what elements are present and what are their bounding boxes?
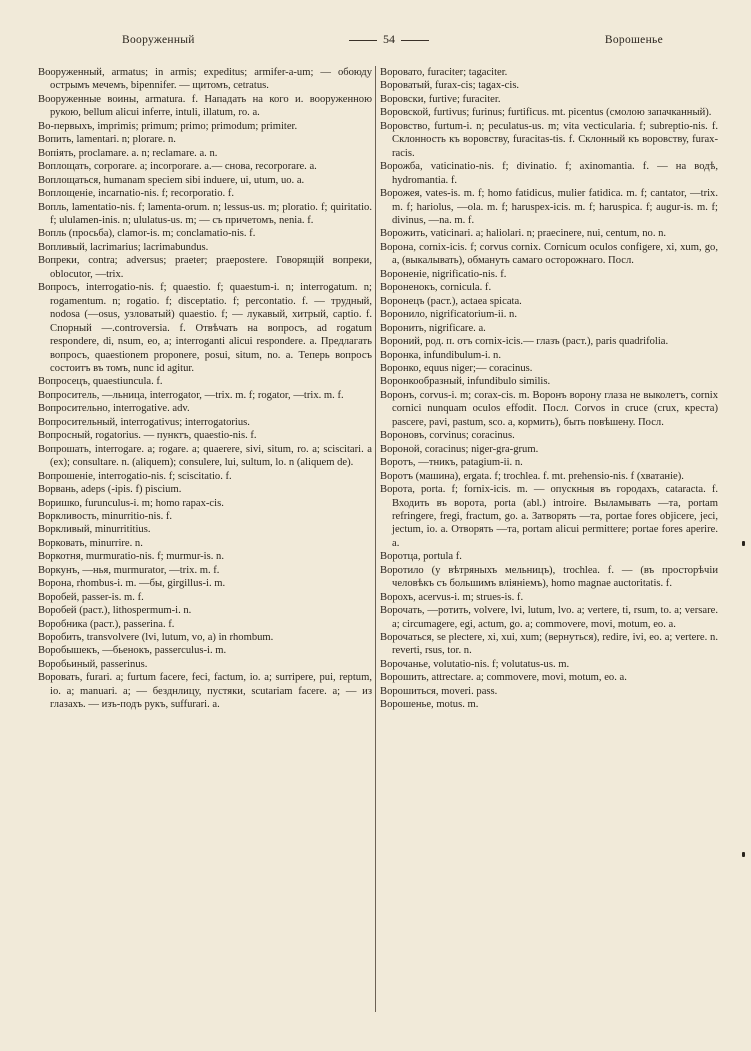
dictionary-entry: Воротъ, —тникъ, patagium-ii. n. [380,457,523,469]
running-header [40,34,723,54]
dictionary-entry: Воротъ (машина), ergata. f; trochlea. f. mt. prehensio-nis. f (хватанiе). [380,470,684,482]
dictionary-entry: Воронило, nigrificatorium-ii. n. [380,309,517,321]
dictionary-entry: Воплощенiе, incarnatio-nis. f; recorporatio. f. [38,188,234,200]
page-number: 54 [343,32,435,47]
dictionary-entry: Воробей, passer-is. m. f. [38,591,144,603]
dictionary-entry: Воробника (раст.), passerina. f. [38,618,175,630]
dictionary-entry: Воробышекъ, —бьенокъ, passerculus-i. m. [38,645,227,657]
dictionary-entry: Ворота, porta. f; fornix-icis. m. — опускныя въ городахъ, cataracta. f. Входить въ ворота, porta (abl.) introire. Выламывать —та, portam refringere, fregi, fractum, go. a. Затворять —та, portae fores objicere, jeci, jectum, io. a. Отворять —та, portam alicui permittere; portae fores aperire. a. [380,484,718,549]
dictionary-entry: Вороненокъ, cornicula. f. [380,282,492,294]
dictionary-entry: Ворона, rhombus-i. m. —бы, girgillus-i. m. [38,578,226,590]
dictionary-entry: Ворожить, vaticinari. a; haliolari. n; praecinere, nui, centum, no. n. [380,228,667,240]
dictionary-entry: Вороненiе, nigrificatio-nis. f. [380,268,507,280]
dictionary-entry: Вопливый, lacrimarius; lacrimabundus. [38,241,209,253]
dictionary-entry: Воровски, furtive; furaciter. [380,93,501,105]
edge-mark [742,852,745,857]
dictionary-entry: Воркотня, murmuratio-nis. f; murmur-is. n. [38,551,224,563]
dictionary-entry: Воробей (раст.), lithospermum-i. n. [38,605,192,617]
left-column [38,66,372,712]
dictionary-entry: Ворковать, minurrire. n. [38,537,143,549]
right-column [380,66,718,712]
dictionary-entry: Вопрошенiе, interrogatio-nis. f; sciscitatio. f. [38,470,232,482]
column-divider [375,66,376,1012]
dictionary-entry: Вопросецъ, quaestiuncula. f. [38,376,163,388]
header-left-word: Вооруженный [122,34,195,46]
dictionary-entry: Ворочать, —ротить, volvere, lvi, lutum, lvo. a; vertere, ti, rsum, to. a; versare. a; circumagere, egi, actum, go. a; commovere, movi, motum, eo. a. [380,605,718,630]
dictionary-entry: Воронко, equus niger;— coracinus. [380,362,533,374]
dictionary-entry: Вопить, lamentari. n; plorare. n. [38,134,176,146]
dictionary-entry: Вооруженные воины, armatura. f. Нападать на кого и. вооруженною рукою, bellum alicui inferre, intuli, illatum, ro. a. [38,93,372,119]
dictionary-entry: Ворошить, attrectare. a; commovere, movi, motum, eo. a. [380,672,627,684]
dictionary-entry: Ворожба, vaticinatio-nis. f; divinatio. f; axinomantia. f. — на водѣ, hydromantia. f. [380,161,718,186]
dictionary-entry: Воровать, furari. a; furtum facere, feci, factum, io. a; surripere, pui, reptum, io. a; manuari. a; — безднлицу, пустяки, scutariam facere. a; — из глазахъ. — изъ-подъ рукъ, suffurari. a. [38,672,372,711]
dictionary-entry: Вороний, род. п. отъ cornix-icis.— глазъ (раст.), paris quadrifolia. [380,336,669,348]
dictionary-entry: Вопреки, contra; adversus; praeter; praeposterе. Говорящiй вопреки, oblocutor, —trix. [38,255,372,280]
dictionary-entry: Воришко, furunculus-i. m; homo rapax-cis. [38,497,224,509]
dictionary-entry: Вороватый, furax-cis; tagax-cis. [380,80,520,92]
dictionary-entry: Вопiять, proclamare. a. n; reclamare. a. n. [38,147,218,159]
dictionary-entry: Воркливый, minurrititius. [38,524,151,536]
header-right-word: Ворошенье [604,34,663,46]
dictionary-entry: Ворохъ, acervus-i. m; strues-is. f. [380,591,524,603]
dictionary-entry: Воротило (у вѣтряныхъ мельницъ), trochlea. f. — (въ просторѣчiи человѣкъ съ большимъ влiянiемъ), homo magnae auctoritatis. f. [380,564,718,590]
dictionary-entry: Воркунъ, —нья, murmurator, —trix. m. f. [38,564,220,576]
dictionary-entry: Вопрошать, interrogare. a; rogare. a; quaerere, sivi, situm, ro. a; sciscitari. a (ex); consultare. n. (aliquem); consulere, lui, sultum, lo. n (aliquem de). [38,443,372,469]
dictionary-entry: Ворошенье, motus. m. [380,699,479,711]
dictionary-entry: Воровской, furtivus; furinus; furtificus. mt. picentus (смолою запачканный). [380,107,712,119]
edge-mark [742,541,745,546]
dictionary-entry: Воркливость, minurritio-nis. f. [38,510,173,522]
dictionary-entry: Вопль (просьба), clamor-is. m; conclamatio-nis. f. [38,228,256,240]
dictionary-entry: Вороновъ, corvinus; coracinus. [380,430,515,442]
dictionary-entry: Во-первыхъ, imprimis; primum; primo; primodum; primiter. [38,120,298,132]
dictionary-entry: Воронкообразный, infundibulo similis. [380,376,551,388]
dictionary-entry: Вопросительно, interrogative. adv. [38,403,190,415]
dictionary-entry: Ворочаться, se plectere, xi, xui, xum; (вернуться), redire, ivi, eo. a; vertere. n. reverti, rsus, tor. n. [380,632,718,657]
dictionary-entry: Воробить, transvolvere (lvi, lutum, vo, a) in rhombum. [38,632,274,644]
dictionary-entry: Вороной, coracinus; niger-gra-grum. [380,443,539,455]
dictionary-entry: Вооруженный, armatus; in armis; expeditus; armifer-a-um; — обоюду острымъ мечемъ, bipennifer. — щитомъ, cetratus. [38,67,372,92]
dictionary-entry: Воротца, portula f. [380,551,462,563]
dictionary-entry: Вопль, lamentatio-nis. f; lamenta-orum. n; lessus-us. m; ploratio. f; quiritatio. f; ululamen-inis. n; ululatus-us. m; — съ причетомъ, nenia. f. [38,201,372,226]
dictionary-entry: Ворочанье, volutatio-nis. f; volutatus-us. m. [380,658,570,670]
dictionary-entry: Воронка, infundibulum-i. n. [380,349,502,361]
dictionary-entry: Воронъ, corvus-i. m; corax-cis. m. Воронъ ворону глаза не выколетъ, cornix cornici nunquam oculos effodit. Посл. Corvos in cruce (crux, креста) pascere, pavi, pastum, sco. a, кормить), быть повѣшену. Посл. [380,389,718,428]
dictionary-entry: Ворвань, adeps (-ipis. f) piscium. [38,484,182,496]
dictionary-entry: Воплощать, corporare. a; incorporare. a.— снова, recorporare. a. [38,161,317,173]
dictionary-entry: Воронецъ (раст.), actaea spicata. [380,295,522,307]
dictionary-entry: Вопроситель, —льница, interrogator, —trix. m. f; rogator, —trix. m. f. [38,389,344,401]
dictionary-entry: Ворона, cornix-icis. f; corvus cornix. Cornicum oculos configere, xi, xum, go, a, (выкалывать), обмануть самаго осторожнаго. Посл. [380,241,718,267]
dictionary-entry: Воровато, furaciter; tagaciter. [380,67,508,78]
dictionary-entry: Вопросъ, interrogatio-nis. f; quaestio. f; quaestum-i. n; interrogatum. n; rogamentum. n; rogatio. f; disceptatio. f; percontatio. f. — трудный, nodosa (—osus, узловатый) quaestio. f; — лукавый, хитрый, captio. f. Спорный —.controversia. f. Отвѣчать на вопросъ, ad rogatum respondere, di, nsum, eo, a; interroganti alicui respondere. a. Предлагать вопросъ, quaestionem proponere, posui, situm, no. a. Теперь вопросъ состоитъ въ томъ, nunc id agitur. [38,282,372,374]
dictionary-entry: Воронить, nigrificare. a. [380,322,486,334]
dictionary-entry: Воробьиный, passerinus. [38,658,148,670]
dictionary-entry: Вопросительный, interrogativus; interrogatorius. [38,416,250,428]
dictionary-entry: Воплощаться, humanam speciem sibi induere, ui, utum, uo. a. [38,174,305,186]
dictionary-entry: Ворошиться, moveri. pass. [380,685,498,697]
dictionary-entry: Воровство, furtum-i. n; peculatus-us. m; vita vecticularia. f; subreptio-nis. f. Склонность къ воровству, furacitas-tis. f. Склонный къ воровству, furax-racis. [380,120,718,159]
dictionary-entry: Вопросный, rogatorius. — пунктъ, quaestio-nis. f. [38,430,257,442]
dictionary-entry: Ворожея, vates-is. m. f; homo fatidicus, mulier fatidica. m. f; cantator, —trix. m. f; hariolus, —ola. m. f; haruspex-icis. m. f; haruspica. f; augur-is. m. f; divinus, —na. m. f. [380,188,718,226]
